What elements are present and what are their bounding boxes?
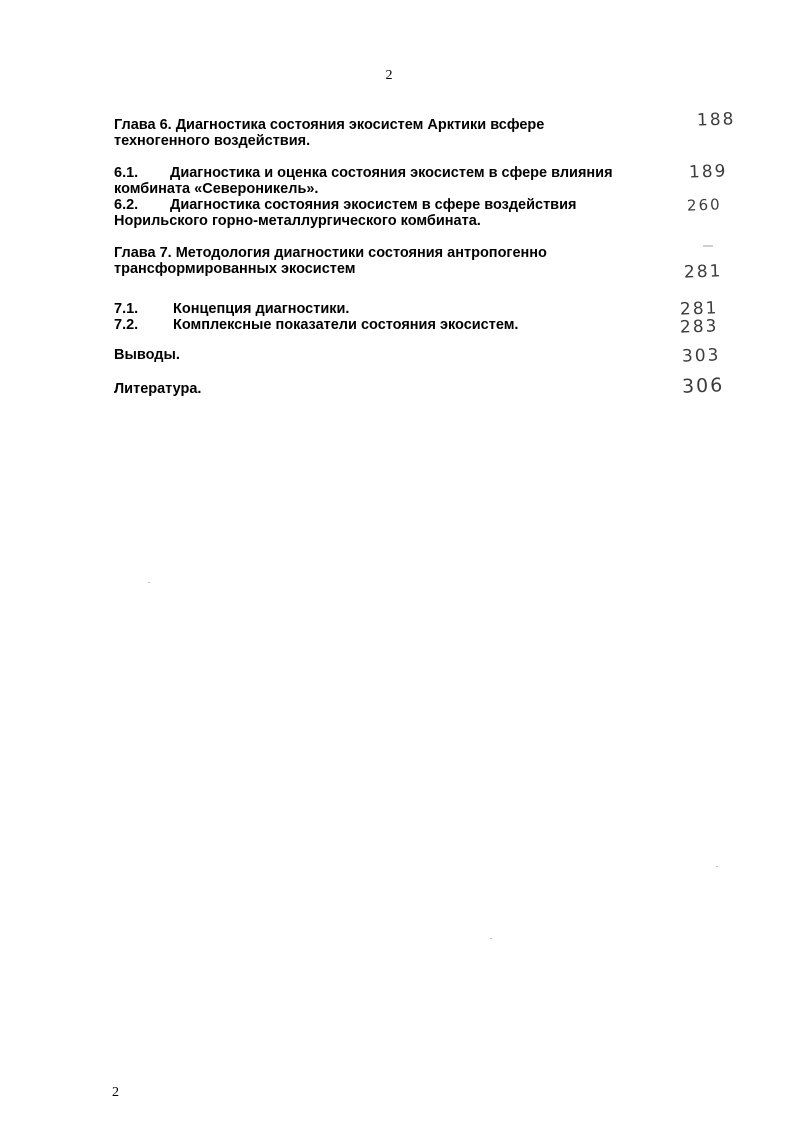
toc-section-7-2-page: 283 [679,316,719,338]
toc-chapter-7-page: 281 [683,261,723,283]
toc-conclusions-label: Выводы. [114,347,180,363]
toc-chapter-7-line-2: трансформированных экосистем [114,261,356,277]
toc-section-7-2-line-1: Комплексные показатели состояния экосистем. [173,317,519,333]
toc-chapter-7-line-1: Глава 7. Методология диагностики состояния антропогенно [114,245,547,261]
scan-smudge [703,245,713,247]
toc-section-7-1-line-1: Концепция диагностики. [173,301,350,317]
toc-section-7-1-page: 281 [679,298,719,320]
toc-section-6-2-line-1: Диагностика состояния экосистем в сфере воздействия [170,197,577,213]
page-number-top: 2 [385,68,393,83]
toc-chapter-6-line-1: Глава 6. Диагностика состояния экосистем Арктики всфере [114,117,545,133]
toc-section-7-2-number: 7.2. [114,317,139,333]
toc-chapter-6-line-2: техногенного воздействия. [114,133,311,149]
scan-speck [490,938,492,939]
scan-speck [716,866,718,867]
page-number-bottom: 2 [112,1085,119,1100]
toc-conclusions-page: 303 [681,345,721,367]
toc-section-6-1-number: 6.1. [114,165,139,181]
toc-section-6-1-line-1: Диагностика и оценка состояния экосистем в сфере влияния [170,165,613,181]
toc-chapter-6-page: 188 [696,109,736,131]
toc-section-6-2-page: 260 [686,195,722,215]
toc-section-6-1-page: 189 [688,161,728,183]
toc-section-6-2-line-2: Норильского горно-металлургического комбината. [114,213,481,229]
scan-speck [148,582,150,583]
toc-literature-page: 306 [681,374,725,398]
toc-literature-label: Литература. [114,381,202,397]
toc-section-6-1-line-2: комбината «Североникель». [114,181,319,197]
toc-section-6-2-number: 6.2. [114,197,139,213]
toc-section-7-1-number: 7.1. [114,301,139,317]
